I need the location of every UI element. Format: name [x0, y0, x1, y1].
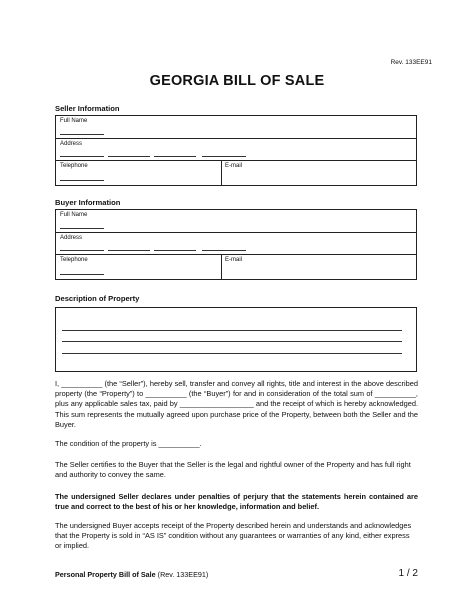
buyer-telephone-label: Telephone — [60, 257, 88, 263]
buyer-address-line-4[interactable] — [202, 250, 246, 251]
footer-doc-revision: (Rev. 133EE91) — [157, 570, 209, 579]
seller-address-row[interactable] — [56, 139, 416, 161]
buyer-address-line-3[interactable] — [154, 250, 196, 251]
seller-full-name-line[interactable] — [60, 134, 104, 135]
sale-terms-paragraph: I, __________ (the “Seller”), hereby sell, transfer and convey all rights, title and interest in the above described property (the “Property”) to __________ (the “Buyer”) for and in consideration of the total sum of __________, plus any applicable sales tax, paid by __________________ and the receipt of which is hereby acknowledged. This sum represents the mutually agreed upon purchase price of the Property, between both the Seller and the Buyer. — [55, 379, 418, 429]
property-description-line-1[interactable] — [62, 330, 402, 331]
seller-full-name-row[interactable] — [56, 116, 416, 139]
buyer-telephone-line[interactable] — [60, 274, 104, 275]
buyer-section-title: Buyer Information — [55, 198, 121, 207]
seller-email-label: E-mail — [225, 163, 243, 169]
buyer-full-name-label: Full Name — [60, 212, 88, 218]
seller-address-line-3[interactable] — [154, 156, 196, 157]
seller-telephone-label: Telephone — [60, 163, 88, 169]
seller-declaration-paragraph: The undersigned Seller declares under penalties of perjury that the statements herein contained are true and correct to the best of his or her knowledge, information and belief. — [55, 492, 418, 512]
seller-contact-row[interactable] — [56, 161, 416, 185]
document-title: GEORGIA BILL OF SALE — [149, 73, 325, 89]
footer-document-name — [55, 570, 208, 579]
seller-address-label: Address — [60, 141, 83, 147]
property-section-title: Description of Property — [55, 294, 140, 303]
buyer-full-name-row[interactable] — [56, 210, 416, 233]
seller-column-divider — [221, 161, 222, 185]
property-condition-paragraph: The condition of the property is __________. — [55, 439, 202, 448]
buyer-address-line-1[interactable] — [60, 250, 104, 251]
property-description-line-2[interactable] — [62, 341, 402, 342]
seller-info-box — [55, 115, 417, 186]
buyer-full-name-line[interactable] — [60, 228, 104, 229]
buyer-email-label: E-mail — [225, 257, 243, 263]
seller-certification-paragraph: The Seller certifies to the Buyer that the Seller is the legal and rightful owner of the Property and has full right and authority to convey the same. — [55, 460, 411, 480]
property-description-box — [55, 307, 417, 372]
buyer-acceptance-paragraph: The undersigned Buyer accepts receipt of the Property described herein and understands and acknowledges that the Property is sold in “AS IS” condition without any guarantees or warranties of any kind, either express or implied. — [55, 521, 412, 551]
buyer-contact-row[interactable] — [56, 255, 416, 279]
revision-label: Rev. 133EE91 — [390, 59, 432, 66]
property-description-line-3[interactable] — [62, 353, 402, 354]
seller-telephone-line[interactable] — [60, 180, 104, 181]
seller-section-title: Seller Information — [55, 104, 120, 113]
footer-doc-title: Personal Property Bill of Sale — [55, 570, 156, 579]
buyer-address-label: Address — [60, 235, 83, 241]
page-number: 1 / 2 — [398, 568, 418, 579]
buyer-address-row[interactable] — [56, 233, 416, 255]
seller-address-line-1[interactable] — [60, 156, 104, 157]
seller-full-name-label: Full Name — [60, 118, 88, 124]
buyer-column-divider — [221, 255, 222, 279]
buyer-info-box — [55, 209, 417, 280]
seller-address-line-4[interactable] — [202, 156, 246, 157]
buyer-address-line-2[interactable] — [108, 250, 150, 251]
seller-address-line-2[interactable] — [108, 156, 150, 157]
